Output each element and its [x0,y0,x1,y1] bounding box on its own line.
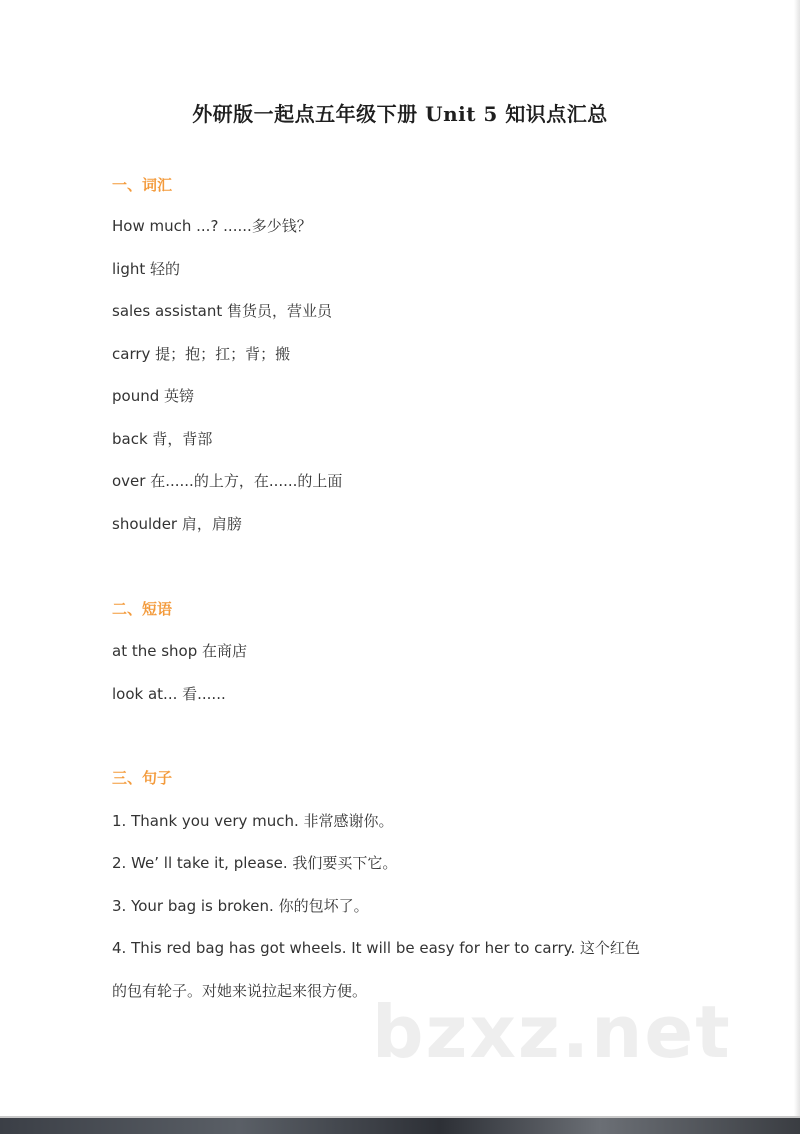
phrase-line: look at... 看...... [112,685,226,703]
watermark: bzxz.net [372,990,732,1074]
page-right-edge [794,0,800,1116]
page-title: 外研版一起点五年级下册 Unit 5 知识点汇总 [192,102,608,126]
vocab-line: How much ...? ......多少钱？ [112,217,312,235]
sentence-line: 2. We’ ll take it, please. 我们要买下它。 [112,854,398,872]
sentence-line: 的包有轮子。对她来说拉起来很方便。 [112,982,368,1000]
section-heading-sentences: 三、句子 [112,769,173,787]
vocab-line: back 背，背部 [112,430,213,448]
vocab-line: sales assistant 售货员，营业员 [112,302,333,320]
section-heading-phrases: 二、短语 [112,600,173,618]
vocab-line: shoulder 肩，肩膀 [112,515,242,533]
section-heading-vocabulary: 一、词汇 [112,176,173,194]
sentence-line: 1. Thank you very much. 非常感谢你。 [112,812,394,830]
vocab-line: over 在......的上方，在......的上面 [112,472,343,490]
sentence-line: 3. Your bag is broken. 你的包坏了。 [112,897,369,915]
sentence-line: 4. This red bag has got wheels. It will be easy for her to carry. 这个红色 [112,939,640,957]
vocab-line: carry 提；抱；扛；背；搬 [112,345,291,363]
vocab-line: light 轻的 [112,260,181,278]
vocab-line: pound 英镑 [112,387,195,405]
phrase-line: at the shop 在商店 [112,642,248,660]
bottom-image-strip [0,1118,800,1134]
